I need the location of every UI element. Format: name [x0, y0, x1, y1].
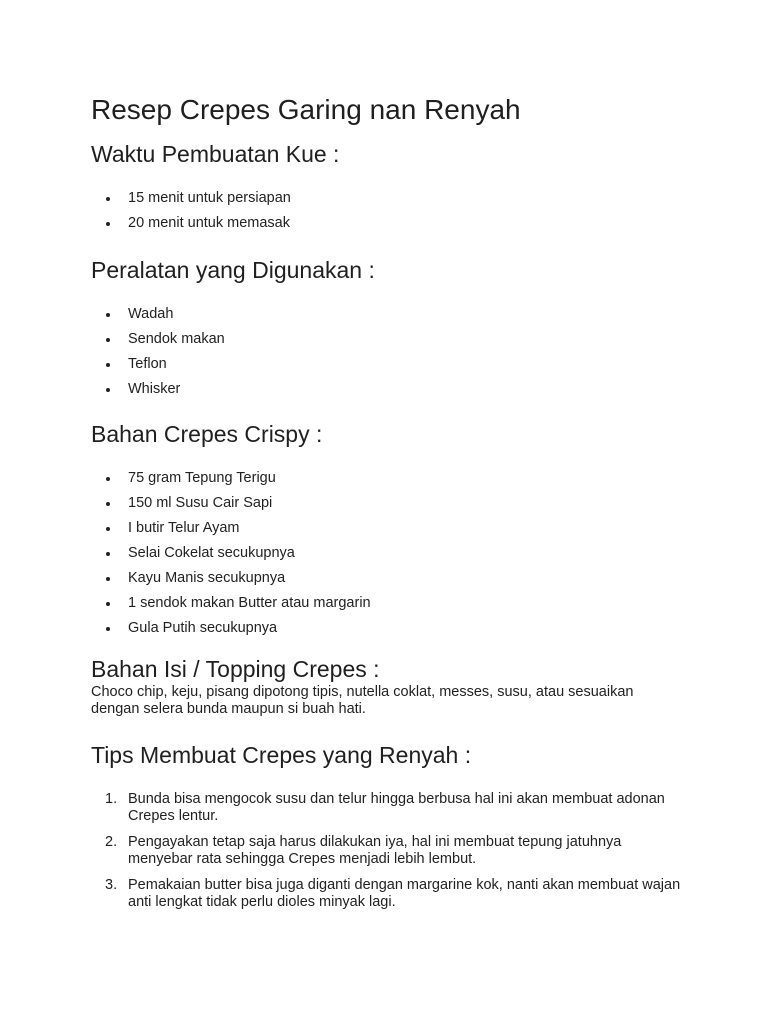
- document-page: [91, 92, 711, 920]
- topping-description: Choco chip, keju, pisang dipotong tipis, nutella coklat, messes, susu, atau sesuaikan dengan selera bunda maupun si buah hati.: [91, 684, 634, 717]
- page-title: Resep Crepes Garing nan Renyah: [91, 94, 521, 125]
- heading-tips: Tips Membuat Crepes yang Renyah :: [91, 742, 472, 768]
- list-waktu: [91, 186, 711, 236]
- list-item: 15 menit untuk persiapan: [91, 186, 711, 211]
- list-item-number: 2.: [105, 834, 118, 850]
- list-tips: [91, 791, 711, 911]
- list-item-text: Pemakaian butter bisa juga diganti dengan margarine kok, nanti akan membuat wajan anti lengkat tidak perlu dioles minyak lagi.: [128, 877, 681, 910]
- heading-bahan-crispy: Bahan Crepes Crispy :: [91, 421, 323, 447]
- list-item: Wadah: [91, 302, 711, 327]
- heading-peralatan: Peralatan yang Digunakan :: [91, 257, 375, 283]
- heading-waktu: Waktu Pembuatan Kue :: [91, 141, 340, 167]
- list-item: 1 sendok makan Butter atau margarin: [91, 591, 711, 616]
- list-item: [91, 834, 688, 868]
- list-item: [91, 877, 688, 911]
- list-bahan-crispy: [91, 466, 711, 641]
- list-item-text: Pengayakan tetap saja harus dilakukan iya, hal ini membuat tepung jatuhnya menyebar rata sehingga Crepes menjadi lebih lembut.: [128, 834, 622, 867]
- list-item: Gula Putih secukupnya: [91, 616, 711, 641]
- list-item: 150 ml Susu Cair Sapi: [91, 491, 711, 516]
- list-item: Selai Cokelat secukupnya: [91, 541, 711, 566]
- list-item: Kayu Manis secukupnya: [91, 566, 711, 591]
- list-item: Whisker: [91, 377, 711, 402]
- list-peralatan: [91, 302, 711, 402]
- list-item: Sendok makan: [91, 327, 711, 352]
- list-item: [91, 791, 688, 825]
- list-item-text: Bunda bisa mengocok susu dan telur hingga berbusa hal ini akan membuat adonan Crepes lentur.: [128, 791, 665, 824]
- list-item: 20 menit untuk memasak: [91, 211, 711, 236]
- heading-topping: Bahan Isi / Topping Crepes :: [91, 656, 380, 682]
- list-item: 75 gram Tepung Terigu: [91, 466, 711, 491]
- list-item-number: 3.: [105, 877, 118, 893]
- list-item: Teflon: [91, 352, 711, 377]
- list-item: I butir Telur Ayam: [91, 516, 711, 541]
- list-item-number: 1.: [105, 791, 118, 807]
